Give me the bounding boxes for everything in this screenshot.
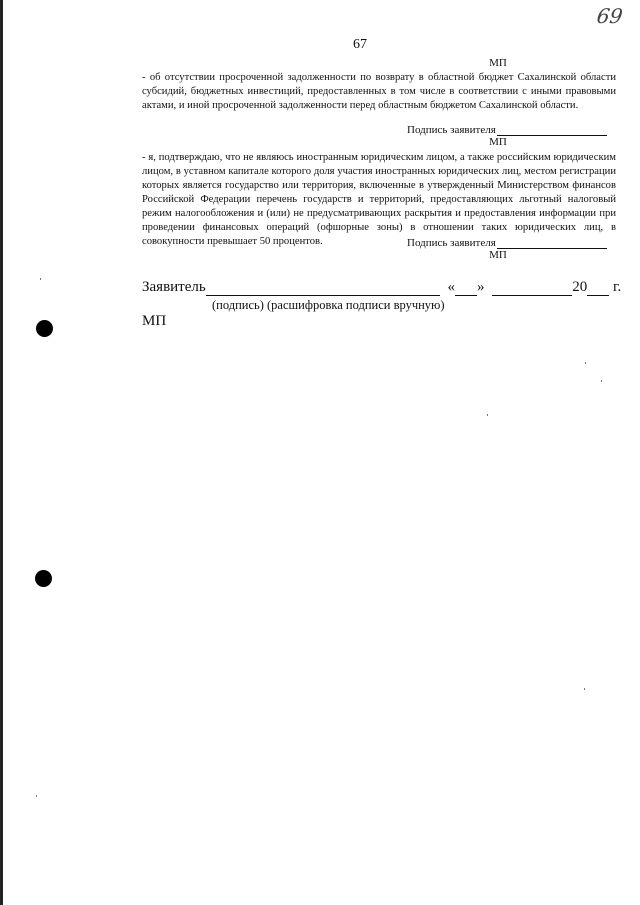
signature-label-2: Подпись заявителя (407, 237, 496, 249)
binder-hole-top (36, 320, 53, 337)
handwritten-page-number: 69 (594, 4, 624, 28)
binder-hole-bottom (35, 570, 52, 587)
scan-speck (585, 362, 586, 364)
applicant-stamp-label: МП (142, 313, 167, 329)
date-year-suffix: г. (612, 279, 622, 295)
declaration-no-debt (142, 71, 616, 113)
declaration-not-foreign-text: - я, подтверждаю, что не являюсь иностранным юридическим лицом, а также российским юридическим лицом, в уставном капитале которого доля участия иностранных юридических лиц, местом регистрации которых является государство или территория, включенные в утвержденный Министерством финансов Российской Федерации перечень государств и территорий, предоставляющих льготный налоговый режим налогообложения и (или) не предусматривающих раскрытия и предоставления информации при проведении финансовых операций (офшорные зоны) в отношении таких юридических лиц, в совокупности превышает 50 процентов. (142, 152, 616, 247)
scan-left-edge (0, 0, 3, 905)
stamp-label-top: МП (489, 57, 507, 69)
page-number: 67 (353, 37, 367, 52)
applicant-signature-blank[interactable] (206, 280, 440, 296)
applicant-signature-hint: (подпись) (расшифровка подписи вручную) (212, 298, 445, 312)
scan-speck (36, 795, 37, 797)
date-day-blank[interactable] (455, 280, 477, 296)
scan-speck (40, 278, 41, 280)
date-quote-close: » (476, 279, 485, 295)
signature-line-2 (407, 237, 607, 249)
signature-line-1 (407, 124, 607, 136)
applicant-label: Заявитель (142, 279, 206, 295)
date-quote-open: « (447, 279, 455, 295)
scan-speck (584, 688, 585, 690)
declaration-no-debt-text: - об отсутствии просроченной задолженности по возврату в областной бюджет Сахалинской области субсидий, бюджетных инвестиций, предоставленных в том числе в соответствии с иными правовыми актами, и иной просроченной задолженности перед областным бюджетом Сахалинской области. (142, 72, 616, 111)
scan-speck (601, 380, 602, 382)
signature-label-1: Подпись заявителя (407, 124, 496, 136)
scan-speck (487, 414, 488, 416)
declaration-not-foreign (142, 151, 616, 249)
signature-blank-1[interactable] (497, 124, 607, 136)
date-year-prefix: 20 (572, 279, 588, 295)
date-month-blank[interactable] (492, 280, 572, 296)
signature-blank-2[interactable] (497, 237, 607, 249)
stamp-label-2: МП (489, 249, 507, 261)
stamp-label-1: МП (489, 136, 507, 148)
applicant-line (142, 279, 622, 296)
date-year-blank[interactable] (587, 280, 609, 296)
